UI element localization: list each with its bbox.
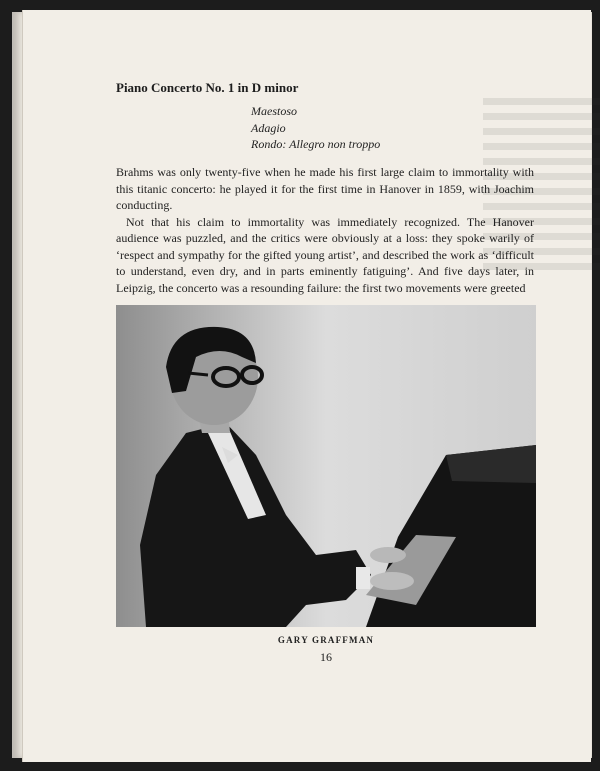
movement-item: Maestoso xyxy=(251,104,297,118)
photo-caption: GARY GRAFFMAN xyxy=(277,635,375,645)
movements-list xyxy=(251,103,380,153)
paragraph: Brahms was only twenty-five when he made his first large claim to immortality with this titanic concerto: he played it for the first time in Hanover in 1859, with Joachim conducting. xyxy=(116,165,534,212)
pianist-photo xyxy=(116,305,536,627)
concerto-title: Piano Concerto No. 1 in D minor xyxy=(116,80,299,95)
body-text xyxy=(116,164,534,296)
movement-item: Rondo: Allegro non troppo xyxy=(251,137,381,151)
paragraph: Not that his claim to immortality was immediately recognized. The Hanover audience was puzzled, and the critics were obviously at a loss: they spoke warily of ‘respect and sympathy for the gifted young artist’, and described the work as ‘difficult to understand, even dry, and in parts eminently fatiguing’. And five days later, in Leipzig, the concerto was a resounding failure: the first two movements were greeted xyxy=(116,214,534,295)
page-number: 16 xyxy=(320,650,332,664)
movement-item: Adagio xyxy=(251,120,286,135)
